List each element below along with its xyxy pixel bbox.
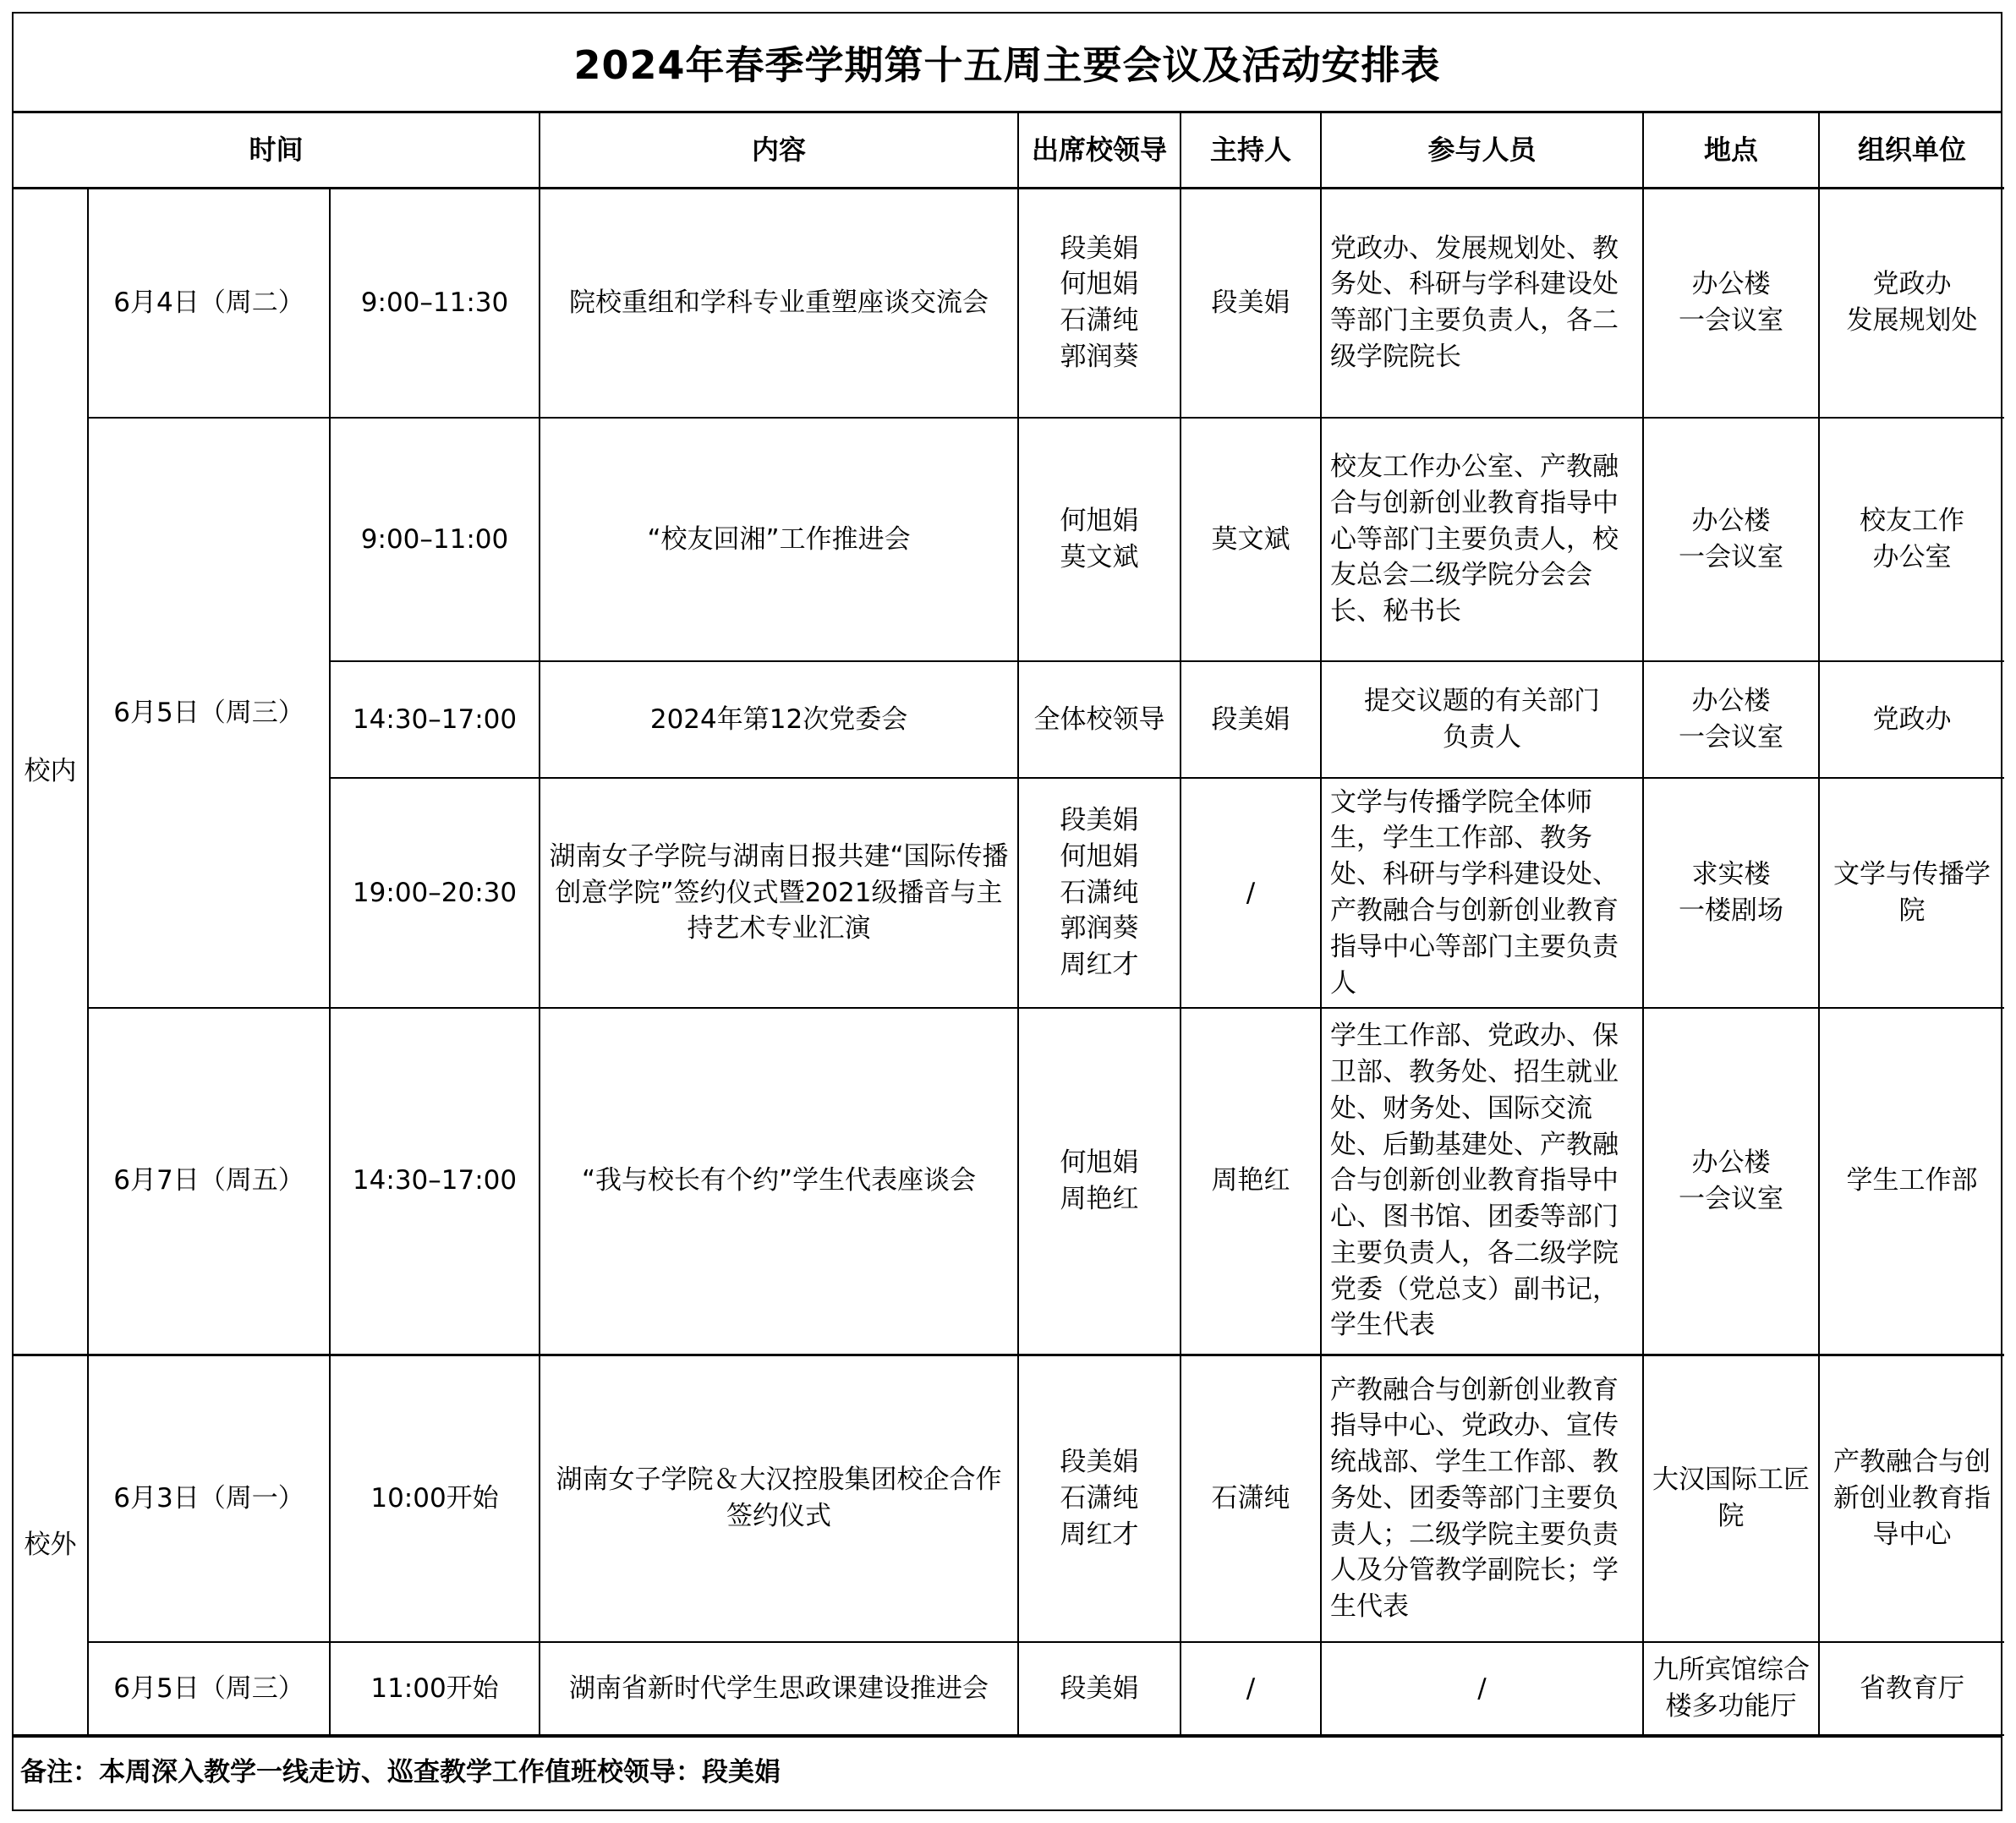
row-date: 6月5日（周三） xyxy=(88,1642,330,1735)
row-content: “校友回湘”工作推进会 xyxy=(540,418,1018,661)
row-organizer: 校友工作 办公室 xyxy=(1819,418,2004,661)
row-host: / xyxy=(1181,778,1321,1008)
row-location: 九所宾馆综合楼多功能厅 xyxy=(1643,1642,1819,1735)
row-content: 湖南女子学院＆大汉控股集团校企合作签约仪式 xyxy=(540,1355,1018,1642)
header-host: 主持人 xyxy=(1181,113,1321,188)
row-location: 大汉国际工匠院 xyxy=(1643,1355,1819,1642)
row-leaders: 段美娟 石潇纯 周红才 xyxy=(1018,1355,1181,1642)
row-location: 办公楼 一会议室 xyxy=(1643,661,1819,778)
row-location: 求实楼 一楼剧场 xyxy=(1643,778,1819,1008)
row-leaders: 何旭娟 莫文斌 xyxy=(1018,418,1181,661)
row-content: 2024年第12次党委会 xyxy=(540,661,1018,778)
row-date: 6月7日（周五） xyxy=(88,1008,330,1355)
page-title: 2024年春季学期第十五周主要会议及活动安排表 xyxy=(14,14,2001,113)
table-row xyxy=(14,1008,2004,1355)
row-time: 14:30–17:00 xyxy=(330,661,540,778)
header-time: 时间 xyxy=(14,113,540,188)
row-participants: 提交议题的有关部门 负责人 xyxy=(1321,661,1643,778)
row-content: 湖南女子学院与湖南日报共建“国际传播创意学院”签约仪式暨2021级播音与主持艺术专业汇演 xyxy=(540,778,1018,1008)
row-organizer: 党政办 发展规划处 xyxy=(1819,188,2004,418)
row-host: / xyxy=(1181,1642,1321,1735)
row-time: 14:30–17:00 xyxy=(330,1008,540,1355)
footer-note: 备注：本周深入教学一线走访、巡查教学工作值班校领导：段美娟 xyxy=(14,1736,2001,1800)
row-host: 莫文斌 xyxy=(1181,418,1321,661)
header-participants: 参与人员 xyxy=(1321,113,1643,188)
row-organizer: 省教育厅 xyxy=(1819,1642,2004,1735)
row-time: 9:00–11:30 xyxy=(330,188,540,418)
schedule-sheet xyxy=(12,12,2002,1811)
row-organizer: 产教融合与创新创业教育指导中心 xyxy=(1819,1355,2004,1642)
row-participants: / xyxy=(1321,1642,1643,1735)
row-location: 办公楼 一会议室 xyxy=(1643,188,1819,418)
row-organizer: 文学与传播学院 xyxy=(1819,778,2004,1008)
row-time: 11:00开始 xyxy=(330,1642,540,1735)
header-row xyxy=(14,113,2004,188)
row-leaders: 段美娟 何旭娟 石潇纯 郭润葵 周红才 xyxy=(1018,778,1181,1008)
section-inside: 校内 xyxy=(14,188,88,1355)
row-time: 10:00开始 xyxy=(330,1355,540,1642)
row-content: “我与校长有个约”学生代表座谈会 xyxy=(540,1008,1018,1355)
table-row xyxy=(14,188,2004,418)
row-host: 石潇纯 xyxy=(1181,1355,1321,1642)
table-row xyxy=(14,1642,2004,1735)
header-content: 内容 xyxy=(540,113,1018,188)
row-participants: 产教融合与创新创业教育指导中心、党政办、宣传统战部、学生工作部、教务处、团委等部门主要负责人；二级学院主要负责人及分管教学副院长；学生代表 xyxy=(1321,1355,1643,1642)
row-participants: 校友工作办公室、产教融合与创新创业教育指导中心等部门主要负责人，校友总会二级学院分会会长、秘书长 xyxy=(1321,418,1643,661)
row-host: 周艳红 xyxy=(1181,1008,1321,1355)
header-organizer: 组织单位 xyxy=(1819,113,2004,188)
row-content: 院校重组和学科专业重塑座谈交流会 xyxy=(540,188,1018,418)
row-host: 段美娟 xyxy=(1181,188,1321,418)
section-outside: 校外 xyxy=(14,1355,88,1735)
row-date: 6月4日（周二） xyxy=(88,188,330,418)
row-content: 湖南省新时代学生思政课建设推进会 xyxy=(540,1642,1018,1735)
row-time: 9:00–11:00 xyxy=(330,418,540,661)
header-leaders: 出席校领导 xyxy=(1018,113,1181,188)
table-row xyxy=(14,418,2004,661)
row-date: 6月5日（周三） xyxy=(88,418,330,1008)
row-leaders: 段美娟 xyxy=(1018,1642,1181,1735)
schedule-table xyxy=(14,113,2004,1736)
row-organizer: 党政办 xyxy=(1819,661,2004,778)
row-location: 办公楼 一会议室 xyxy=(1643,418,1819,661)
row-participants: 文学与传播学院全体师生，学生工作部、教务处、科研与学科建设处、产教融合与创新创业教育指导中心等部门主要负责人 xyxy=(1321,778,1643,1008)
row-leaders: 何旭娟 周艳红 xyxy=(1018,1008,1181,1355)
header-location: 地点 xyxy=(1643,113,1819,188)
row-host: 段美娟 xyxy=(1181,661,1321,778)
row-leaders: 全体校领导 xyxy=(1018,661,1181,778)
row-date: 6月3日（周一） xyxy=(88,1355,330,1642)
row-participants: 学生工作部、党政办、保卫部、教务处、招生就业处、财务处、国际交流处、后勤基建处、产教融合与创新创业教育指导中心、图书馆、团委等部门主要负责人，各二级学院党委（党总支）副书记，学生代表 xyxy=(1321,1008,1643,1355)
row-location: 办公楼 一会议室 xyxy=(1643,1008,1819,1355)
table-row xyxy=(14,1355,2004,1642)
row-organizer: 学生工作部 xyxy=(1819,1008,2004,1355)
row-participants: 党政办、发展规划处、教务处、科研与学科建设处等部门主要负责人，各二级学院院长 xyxy=(1321,188,1643,418)
row-leaders: 段美娟 何旭娟 石潇纯 郭润葵 xyxy=(1018,188,1181,418)
row-time: 19:00–20:30 xyxy=(330,778,540,1008)
